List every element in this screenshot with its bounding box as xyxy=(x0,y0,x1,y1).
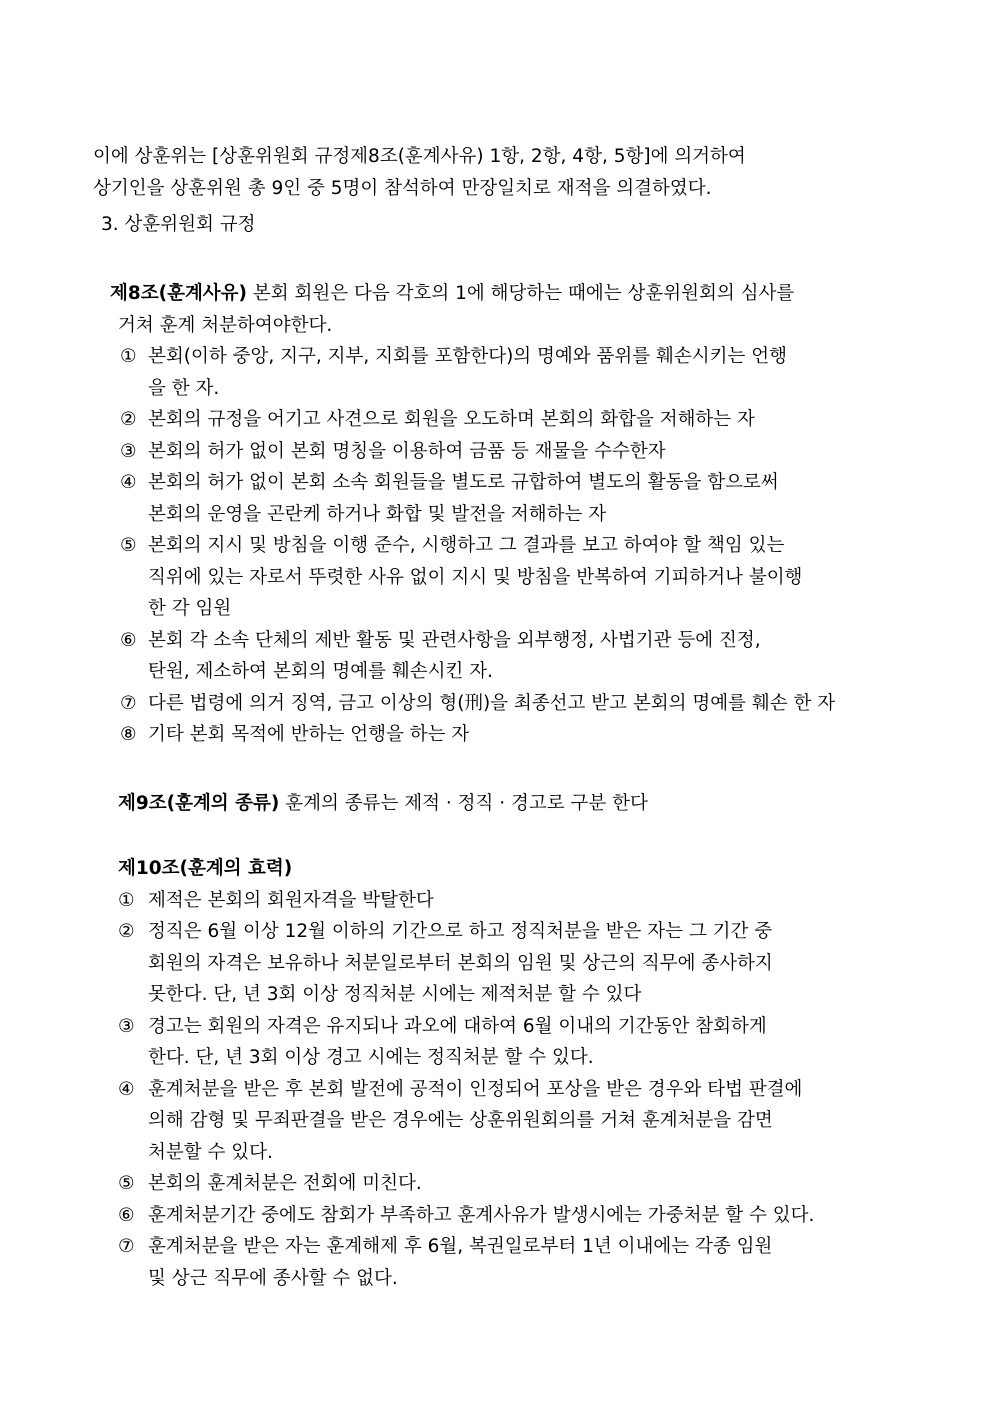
intro-line: 이에 상훈위는 [상훈위원회 규정제8조(훈계사유) 1항, 2항, 4항, 5항]에 의거하여 xyxy=(93,146,746,167)
article-8-item xyxy=(110,436,910,468)
item-text: 본회(이하 중앙, 지구, 지부, 지회를 포함한다)의 명예와 품위를 훼손시키는 언행 을 한 자. xyxy=(148,346,788,399)
section-heading: 3. 상훈위원회 규정 xyxy=(101,214,256,235)
article-10-head xyxy=(118,853,918,885)
item-text: 다른 법령에 의거 징역, 금고 이상의 형(刑)을 최종선고 받고 본회의 명예를 훼손 한 자 xyxy=(148,692,836,714)
article-8-item xyxy=(110,625,910,688)
article-8-lead xyxy=(110,278,910,310)
article-10-item xyxy=(118,885,918,917)
item-number: ⑦ xyxy=(118,1236,135,1257)
item-number: ① xyxy=(120,346,137,367)
article-10-item xyxy=(118,1074,918,1169)
item-number: ⑦ xyxy=(120,692,137,714)
item-number: ④ xyxy=(120,472,137,493)
item-text: 본회의 지시 및 방침을 이행 준수, 시행하고 그 결과를 보고 하여야 할 책임 있는 직위에 있는 자로서 뚜렷한 사유 없이 지시 및 방침을 반복하여 기피하거나 불이행 한 각 임원 xyxy=(148,535,803,619)
article-8-item xyxy=(110,341,910,404)
item-text: 본회의 허가 없이 본회 소속 회원들을 별도로 규합하여 별도의 활동을 함으로써 본회의 운영을 곤란케 하거나 화합 및 발전을 저해하는 자 xyxy=(148,472,779,525)
article-8-item xyxy=(110,688,910,720)
article-8-item xyxy=(110,530,910,625)
article-8-item xyxy=(110,467,910,530)
article-10-title: 제10조(훈계의 효력) xyxy=(118,858,293,879)
item-number: ② xyxy=(118,921,135,942)
article-8-lead-continuation: 거쳐 훈계 처분하여야한다. xyxy=(118,314,333,336)
item-text: 본회의 훈계처분은 전회에 미친다. xyxy=(148,1173,422,1194)
item-number: ④ xyxy=(118,1078,135,1100)
article-8-item xyxy=(110,719,910,751)
item-text: 제적은 본회의 회원자격을 박탈한다 xyxy=(148,889,434,911)
article-10-item xyxy=(118,1011,918,1074)
item-number: ⑤ xyxy=(120,535,137,556)
intro-paragraph xyxy=(93,141,913,204)
article-10-item xyxy=(118,1168,918,1200)
item-text: 훈계처분기간 중에도 참회가 부족하고 훈계사유가 발생시에는 가중처분 할 수 있다. xyxy=(148,1204,815,1226)
item-text: 훈계처분을 받은 후 본회 발전에 공적이 인정되어 포상을 받은 경우와 타법 판결에 의해 감형 및 무죄판결을 받은 경우에는 상훈위원회의를 거쳐 훈계처분을 감면 처분할 수 있다. xyxy=(148,1078,803,1163)
intro-line: 상기인을 상훈위원 총 9인 중 5명이 참석하여 만장일치로 재적을 의결하였다. xyxy=(93,177,712,199)
item-text: 기타 본회 목적에 반하는 언행을 하는 자 xyxy=(148,724,470,745)
item-text: 본회 각 소속 단체의 제반 활동 및 관련사항을 외부행정, 사법기관 등에 진정, 탄원, 제소하여 본회의 명예를 훼손시킨 자. xyxy=(148,629,761,682)
item-number: ③ xyxy=(118,1015,135,1037)
item-number: ③ xyxy=(120,440,137,462)
item-text: 본회의 허가 없이 본회 명칭을 이용하여 금품 등 재물을 수수한자 xyxy=(148,440,666,462)
item-number: ⑥ xyxy=(120,629,137,651)
item-number: ① xyxy=(118,889,135,911)
item-number: ⑧ xyxy=(120,724,137,745)
article-8-items xyxy=(110,341,910,751)
item-text: 정직은 6월 이상 12월 이하의 기간으로 하고 정직처분을 받은 자는 그 기간 중 회원의 자격은 보유하나 처분일로부터 본회의 임원 및 상근의 직무에 종사하지 못한다. 단, 년 3회 이상 정직처분 시에는 제적처분 할 수 있다 xyxy=(148,921,773,1005)
item-number: ⑤ xyxy=(118,1173,135,1194)
article-10-item xyxy=(118,1231,918,1294)
item-text: 훈계처분을 받은 자는 훈계해제 후 6월, 복권일로부터 1년 이내에는 각종 임원 및 상근 직무에 종사할 수 없다. xyxy=(148,1236,773,1289)
article-10-item xyxy=(118,1200,918,1232)
item-text: 경고는 회원의 자격은 유지되나 과오에 대하여 6월 이내의 기간동안 참회하게 한다. 단, 년 3회 이상 경고 시에는 정직처분 할 수 있다. xyxy=(148,1015,767,1068)
article-10-items xyxy=(118,885,918,1295)
article-8-title: 제8조(훈계사유) xyxy=(110,283,248,304)
item-number: ⑥ xyxy=(118,1204,135,1226)
article-9 xyxy=(118,788,648,820)
article-8-item xyxy=(110,404,910,436)
item-number: ② xyxy=(120,409,137,430)
article-8 xyxy=(110,278,910,751)
article-10 xyxy=(118,853,918,1294)
article-9-title: 제9조(훈계의 종류) xyxy=(118,793,280,814)
item-text: 본회의 규정을 어기고 사견으로 회원을 오도하며 본회의 화합을 저해하는 자 xyxy=(148,409,755,430)
article-9-text: 훈계의 종류는 제적 · 정직 · 경고로 구분 한다 xyxy=(279,793,648,814)
article-8-lead-text: 본회 회원은 다음 각호의 1에 해당하는 때에는 상훈위원회의 심사를 xyxy=(247,283,795,304)
article-10-item xyxy=(118,916,918,1011)
